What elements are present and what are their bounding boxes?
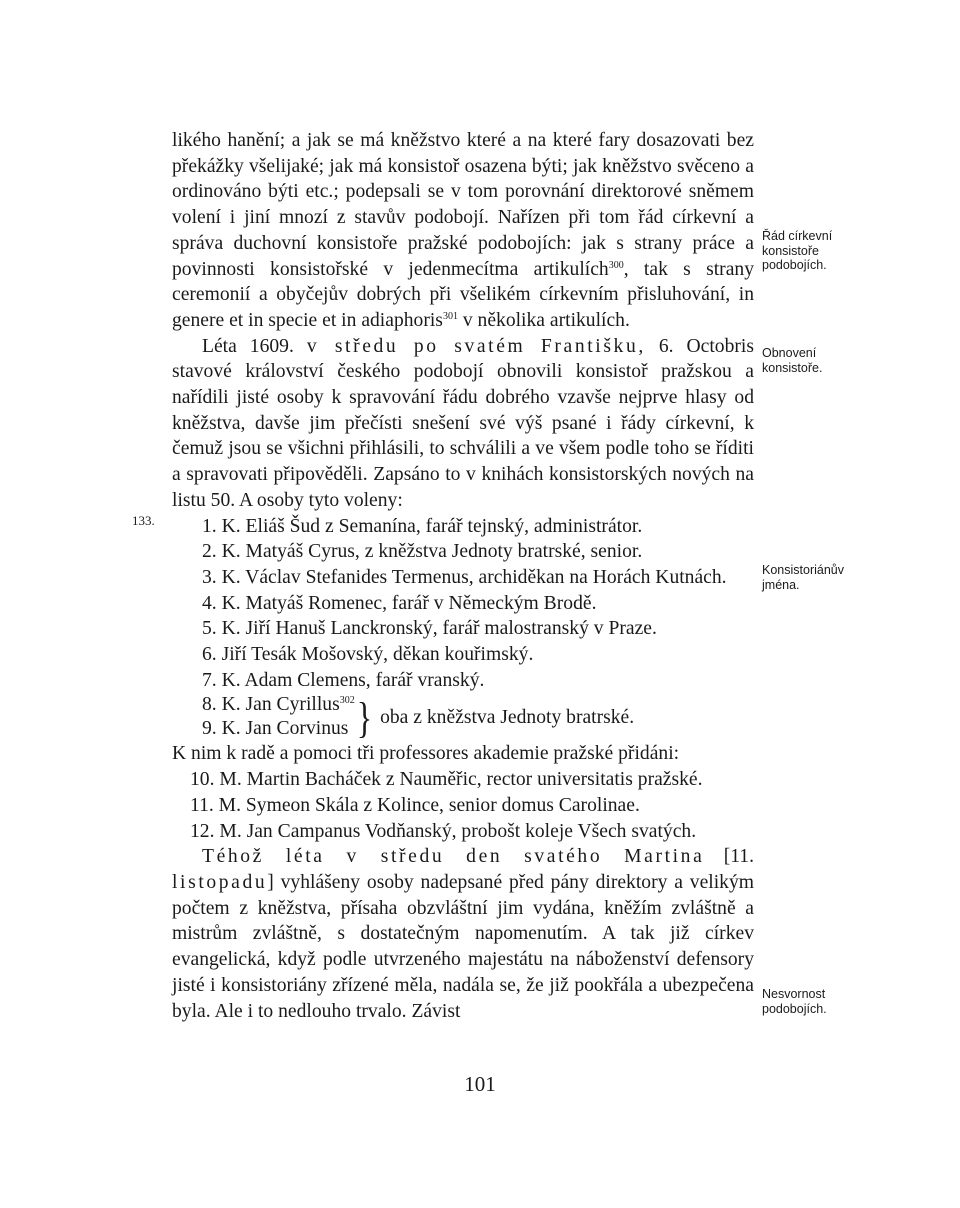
list-item-9: 9. K. Jan Corvinus — [202, 718, 349, 740]
margin-note-renewal: Obnovení konsistoře. — [762, 346, 823, 375]
footnote-ref-302: 302 — [339, 695, 355, 707]
bracket-annotation: oba z kněžstva Jednoty bratrské. — [380, 706, 635, 728]
professors-list — [172, 767, 754, 844]
list-item: 4. K. Matyáš Romenec, farář v Německým Brodě. — [202, 592, 597, 614]
margin-note-discord: Nesvornost podobojích. — [762, 987, 827, 1016]
curly-brace-icon: } — [356, 693, 373, 742]
paragraph-1-text: likého hanění; a jak se má kněžstvo které a na které fary dosazovati bez překážky všelijaké; jak má konsistoř osazena býti; jak kněžstvo svěceno a ordinováno býti etc.; podepsali se v tom porovnání direktorové sněmem volení i jiní mnozí z stavův podobojí. Nařízen při tom řád církevní a správa duchovní konsistoře pražské podobojích: jak s strany práce a povinnosti konsistořské v jedenmecítma artikulích — [172, 130, 754, 280]
margin-note-church-order: Řád církevní konsistoře podobojích. — [762, 229, 833, 272]
bracketed-names — [202, 693, 355, 741]
list-item-8: 8. K. Jan Cyrillus — [202, 694, 340, 716]
date-spaced-2: Téhož léta v středu den svatého Martina — [202, 846, 705, 868]
list-item-text: 3. K. Václav Stefanides Termenus, archiděkan na Horách Kutnách. — [202, 566, 727, 588]
date-lead: Léta 1609. — [202, 335, 294, 357]
page-number: 101 — [464, 1072, 496, 1096]
paragraph-2 — [172, 334, 754, 514]
list-item: 7. K. Adam Clemens, farář vranský. — [202, 669, 485, 691]
list-item: 10. M. Martin Bacháček z Nauměřic, rector universitatis pražské. — [190, 769, 703, 791]
paragraph-2-text: 6. Octobris stavové království českého podobojí obnovili konsistoř pražskou a nařídili jisté osoby k spravování řádu dobrého vzavše nejprve hlasy od kněžstva, davše jim přečísti snešení své výš psané i řády církevní, k čemuž jsou se všichni přihlásili, to schválili a ve všem podle toho se říditi a spravovati připověděli. Zapsáno to v knihách konsistorských nových na listu 50. A osoby tyto voleny: — [172, 335, 754, 511]
date-spaced: v středu po svatém Františku, — [306, 335, 646, 357]
list-item: 2. K. Matyáš Cyrus, z kněžstva Jednoty bratrské, senior. — [202, 541, 643, 563]
list-item — [172, 565, 754, 591]
paragraph-1 — [172, 128, 754, 334]
body-text — [172, 128, 754, 1024]
line-number: 133. — [132, 513, 155, 528]
list-item — [202, 693, 355, 717]
consistory-list — [172, 514, 754, 742]
date-spaced-3: listopadu — [172, 871, 268, 893]
paragraph-1-text-b: , tak s strany ceremonií a obyčejův dobrých při všelikém církevním přisluhování, in genere et in specie et in adiaphoris — [172, 258, 754, 331]
footnote-ref-301: 301 — [442, 310, 458, 322]
paragraph-4-text: ] vyhlášeny osoby nadepsané před pány direktory a velikým počtem z kněžstva, přísaha obzvláštní jim vydána, kněžím zvláštně a mistrům zvláštně, s dostatečným napomenutím. A tak již církev evangelická, když podle utvrzeného majestátu na náboženství defensory jisté i konsistoriány zřízené měla, nadála se, že již pookřála a ubezpečena byla. Ale i to nedlouho trvalo. Závist — [172, 871, 754, 1022]
margin-note-names: Konsistoriánův jména. — [762, 563, 844, 592]
list-item: 6. Jiří Tesák Mošovský, děkan kouřimský. — [202, 644, 534, 666]
list-item: 5. K. Jiří Hanuš Lanckronský, farář malostranský v Praze. — [202, 618, 657, 640]
list-item: 1. K. Eliáš Šud z Semanína, farář tejnský, administrátor. — [202, 515, 643, 537]
paragraph-4 — [172, 844, 754, 1024]
footnote-ref-300: 300 — [608, 259, 624, 271]
bracketed-items — [172, 693, 754, 741]
paragraph-1-text-c: v několika artikulích. — [457, 309, 630, 331]
date-bracket: [11. — [704, 846, 754, 868]
list-item: 12. M. Jan Campanus Vodňanský, probošt koleje Všech svatých. — [190, 820, 697, 842]
paragraph-3: K nim k radě a pomoci tři professores akademie pražské přidáni: — [172, 743, 680, 765]
list-item: 11. M. Symeon Skála z Kolince, senior domus Carolinae. — [190, 794, 640, 816]
